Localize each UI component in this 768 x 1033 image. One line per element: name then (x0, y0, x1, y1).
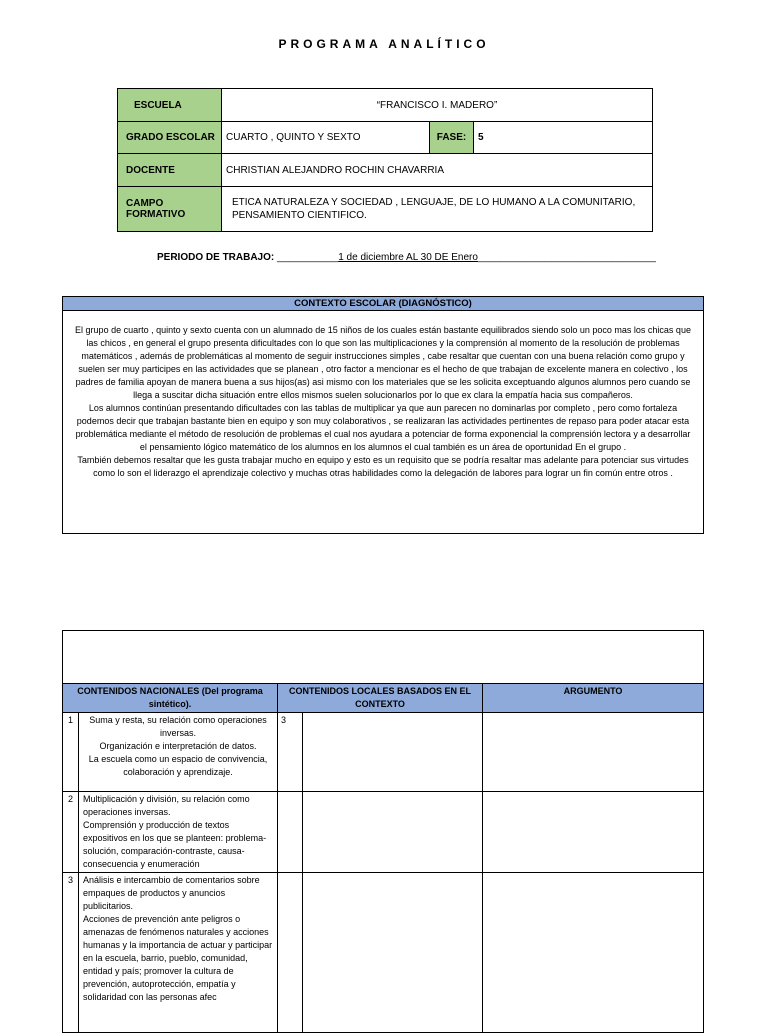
row-content (79, 713, 278, 792)
table-row (63, 713, 704, 792)
content-line: Suma y resta, su relación como operaciones inversas. (89, 715, 267, 738)
contexto-header: CONTEXTO ESCOLAR (DIAGNÓSTICO) (63, 297, 703, 311)
contexto-paragraph-3: También debemos resaltar que les gusta trabajar mucho en equipo y esto es un requisito que se podría resaltar mas adelante para potenciar sus virtudes como lo son el liderazgo el aprendizaje colectivo y muchas otras habilidades como la delegación de labores para lograr un fin común entre otros . (77, 455, 689, 478)
header-nacionales: CONTENIDOS NACIONALES (Del programa sintético). (63, 684, 278, 713)
row-content (79, 792, 278, 873)
row-number: 1 (63, 713, 79, 792)
row-content (79, 873, 278, 1033)
periodo-label: PERIODO DE TRABAJO: (157, 252, 275, 263)
school-info-table (117, 88, 653, 232)
periodo-trail: ________________________________ (477, 252, 656, 263)
argumento-cell (483, 873, 704, 1033)
content-line: empaques de productos y anuncios publicitarios. (83, 888, 226, 911)
periodo-trabajo (157, 252, 656, 263)
row-number: 2 (63, 792, 79, 873)
docente-label: DOCENTE (118, 154, 222, 187)
contenidos-table (62, 683, 704, 1033)
grado-label: GRADO ESCOLAR (118, 122, 222, 154)
argumento-cell (483, 713, 704, 792)
grado-value: CUARTO , QUINTO Y SEXTO (222, 122, 430, 154)
campo-label: CAMPO FORMATIVO (118, 187, 222, 232)
header-locales: CONTENIDOS LOCALES BASADOS EN EL CONTEXTO (278, 684, 483, 713)
local-number (278, 873, 303, 1033)
contexto-escolar-box (62, 296, 704, 534)
table-row (63, 792, 704, 873)
escuela-label: ESCUELA (118, 89, 222, 122)
content-line: Comprensión y producción de textos expositivos en los que se planteen: problema-solución, comparación-contraste, causa-consecuencia y enumeración (83, 820, 267, 869)
empty-header-box (62, 630, 704, 684)
contexto-body (63, 311, 703, 480)
table-row (63, 873, 704, 1033)
fase-value: 5 (474, 122, 653, 154)
local-number: 3 (278, 713, 303, 792)
content-line: La escuela como un espacio de convivencia, colaboración y aprendizaje. (88, 754, 268, 777)
local-content (303, 713, 483, 792)
content-line: Organización e interpretación de datos. (99, 741, 257, 751)
periodo-lead: ___________ (277, 252, 339, 263)
local-content (303, 873, 483, 1033)
docente-value: CHRISTIAN ALEJANDRO ROCHIN CHAVARRIA (222, 154, 653, 187)
content-line: Acciones de prevención ante peligros o amenazas de fenómenos naturales y acciones humanas y la importancia de actuar y participar en la escuela, barrio, pueblo, comunidad, entidad y país; promover la cultura de prevención, autoprotección, empatía y solidaridad con las personas afec (83, 914, 273, 1002)
content-line: Análisis e intercambio de comentarios sobre (83, 875, 260, 885)
page-title: PROGRAMA ANALÍTICO (278, 37, 490, 51)
campo-value: ETICA NATURALEZA Y SOCIEDAD , LENGUAJE, DE LO HUMANO A LA COMUNITARIO, PENSAMIENTO CIENTIFICO. (222, 187, 653, 232)
fase-label: FASE: (430, 122, 474, 154)
contexto-paragraph-1: El grupo de cuarto , quinto y sexto cuenta con un alumnado de 15 niños de los cuales están bastante equilibrados siendo solo un poco mas los chicas que las chicos , en general el grupo presenta dificultades con lo que son las multiplicaciones y la comprensión al momento de la resolución de problemas matemáticos , además de problemáticas al momento de seguir instrucciones simples , cabe resaltar que cuentan con una buena relación como grupo y suelen ser muy participes en las actividades que se planean , otro factor a mencionar es el hecho de que trabajan de excelente manera en colectivo , los padres de familia apoyan de manera buena a sus hijos(as) asi mismo con los materiales que se les solicita exceptuando algunos alumnos pero cuando se llega a suscitar dicha situación entre ellos mismos suelen solucionarlos por lo que ex clara la empatía hacia sus compañeros. (75, 325, 691, 400)
argumento-cell (483, 792, 704, 873)
escuela-value: “FRANCISCO I. MADERO” (222, 89, 653, 122)
row-number: 3 (63, 873, 79, 1033)
local-content (303, 792, 483, 873)
content-line: Multiplicación y división, su relación como operaciones inversas. (83, 794, 250, 817)
header-argumento: ARGUMENTO (483, 684, 704, 713)
local-number (278, 792, 303, 873)
contexto-paragraph-2: Los alumnos continúan presentando dificultades con las tablas de multiplicar ya que aun parecen no dominarlas por completo , pero como fortaleza podemos decir que trabajan bastante bien en equipo y son muy colaborativos , se realizaran las actividades pertinentes de repaso para poder atacar esta problemática mediante el método de resolución de problemas el cual nos ayudara a potenciar de forma exponencial la comprensión lectora y a desarrollar el pensamiento lógico matemático de los alumnos en los alumnos el cual también es un área de oportunidad En el grupo . (75, 403, 691, 452)
periodo-value: 1 de diciembre AL 30 DE Enero (338, 252, 478, 263)
